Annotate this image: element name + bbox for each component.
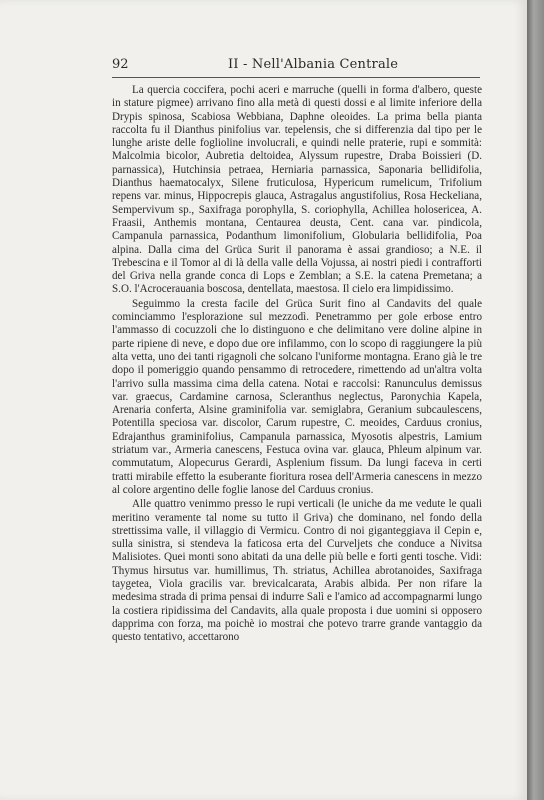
body-text [112, 84, 482, 644]
paragraph: Alle quattro venimmo presso le rupi verticali (le uniche da me vedute le quali meritino veramente tal nome su tutto il Griva) che dominano, nel fondo della strettissima valle, il villaggio di Vermicu. Contro di noi giganteggiava il Cepin e, sulla sinistra, si stendeva la faticosa erta del Curveljets che conduce a Nivitsa Malisiotes. Quei monti sono abitati da una delle più belle e forti genti tosche. Vidi: Thymus hirsutus var. humillimus, Th. striatus, Achillea abrotanoides, Saxifraga taygetea, Viola gracilis var. brevicalcarata, Arabis albida. Per non rifare la medesima strada di prima pensai di indurre Salì e l'amico ad accompagnarmi lungo la costiera ripidissima del Candavits, alla quale proposta i due uomini si opposero dapprima con forza, ma poichè io mostrai che potevo trarre grande vantaggio da questo tentativo, accettarono [112, 498, 482, 644]
paragraph: La quercia coccifera, pochi aceri e marruche (quelli in forma d'albero, queste in stature pigmee) arrivano fino alla metà di questi dossi e al limite inferiore della Drypis spinosa, Scabiosa Webbiana, Daphne oleoides. La prima bella pianta raccolta fu il Dianthus pinifolius var. tepelensis, che si differenzia dal tipo per le lunghe ariste delle foglioline involucrali, e quindi nelle praterie, rupi e sommità: Malcolmia bicolor, Aubretia deltoidea, Alyssum rupestre, Draba Boissieri (D. parnassica), Hutchinsia petraea, Herniaria parnassica, Saponaria bellidifolia, Dianthus haematocalyx, Silene fruticulosa, Hypericum rumelicum, Trifolium repens var. minus, Hippocrepis glauca, Astragalus angustifolius, Rosa Heckeliana, Sempervivum sp., Saxifraga porophylla, S. coriophylla, Achillea holosericea, A. Fraasii, Anthemis montana, Centaurea deusta, Cent. cana var. pindicola, Campanula parnassica, Podanthum limonifolium, Globularia bellidifolia, Poa alpina. Dalla cima del Grüca Surit il panorama è assai grandioso; a N.E. il Trebescina e il Tomor al di là della valle della Vojussa, ai nostri piedi i contrafforti del Griva nella grande conca di Lops e Zemblan; a S.E. la catena Premetana; a S.O. l'Acrocerauania boscosa, dentellata, maestosa. Il cielo era limpidissimo. [112, 84, 482, 296]
page-number: 92 [112, 57, 129, 72]
running-title: II - Nell'Albania Centrale [228, 57, 399, 72]
header-rule [112, 77, 480, 78]
paragraph: Seguimmo la cresta facile del Grüca Surit fino al Candavits del quale cominciammo l'esplorazione sul mezzodì. Penetrammo per gole erbose entro l'ammasso di cocuzzoli che lo distinguono e che delimitano vere doline alpine in parte ripiene di neve, e dopo due ore infilammo, con lo scopo di raggiungere la più alta vetta, uno dei tanti rigagnoli che solcano l'uniforme montagna. Erano già le tre dopo il pomeriggio quando pensammo di retrocedere, rimettendo ad un'altra volta l'arrivo sulla massima cima della catena. Notai e raccolsi: Ranunculus demissus var. graecus, Cardamine carnosa, Scleranthus neglectus, Paronychia Kapela, Arenaria conferta, Alsine graminifolia var. semiglabra, Geranium subcaulescens, Potentilla speciosa var. discolor, Carum rupestre, C. meoides, Carduus cronius, Edrajanthus graminifolius, Campanula parnassica, Myosotis alpestris, Lamium striatum var., Armeria canescens, Festuca ovina var. glauca, Phleum alpinum var. commutatum, Alopecurus Gerardi, Asplenium fissum. Da lungi faceva in certi tratti mirabile effetto la esuberante fioritura rosea dell'Armeria canescens in mezzo al colore argentino delle foglie lanose del Carduus cronius. [112, 297, 482, 496]
page-header [112, 57, 480, 75]
page-edge-shadow [527, 0, 544, 800]
